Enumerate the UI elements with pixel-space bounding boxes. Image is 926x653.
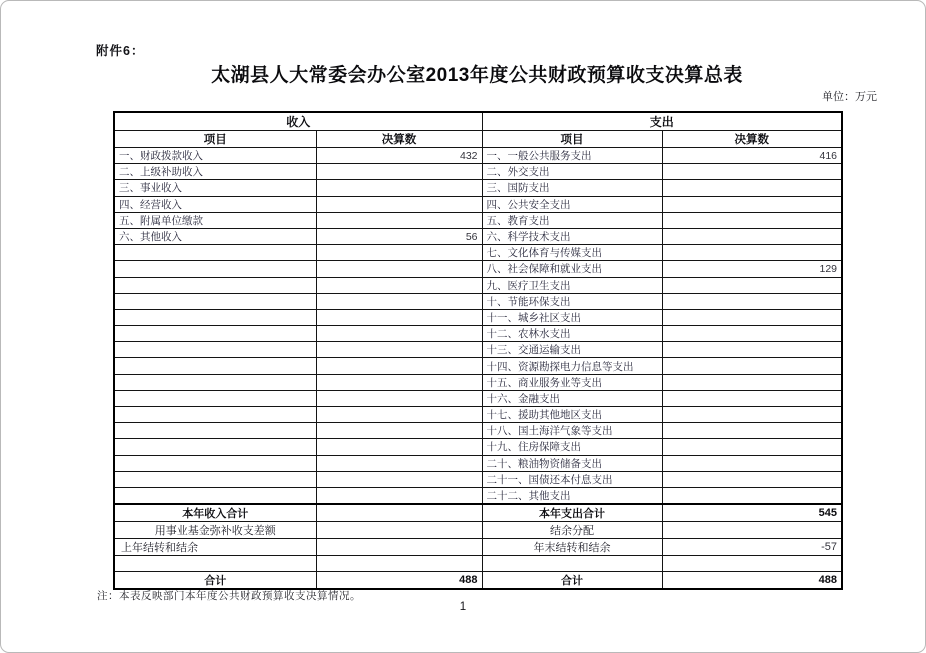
income-amount-cell	[316, 277, 482, 293]
expense-item-cell: 十一、城乡社区支出	[482, 309, 662, 325]
expense-amount-cell	[662, 423, 842, 439]
income-item-cell: 六、其他收入	[114, 228, 316, 244]
section-header-row	[114, 112, 842, 131]
table-row	[114, 390, 842, 406]
expense-item-cell: 五、教育支出	[482, 212, 662, 228]
expense-item-cell: 六、科学技术支出	[482, 228, 662, 244]
expense-amount-cell	[662, 277, 842, 293]
summary-row	[114, 521, 842, 538]
table-row	[114, 309, 842, 325]
income-item-cell	[114, 326, 316, 342]
table-row	[114, 471, 842, 487]
income-amount-cell	[316, 471, 482, 487]
income-amount-cell	[316, 261, 482, 277]
income-item-cell	[114, 390, 316, 406]
expense-amount-cell	[662, 439, 842, 455]
budget-table	[113, 111, 843, 590]
income-amount-cell	[316, 423, 482, 439]
table-row	[114, 245, 842, 261]
income-amount-cell	[316, 358, 482, 374]
expense-item-cell: 十二、农林水支出	[482, 326, 662, 342]
income-amount-cell	[316, 487, 482, 504]
table-row	[114, 326, 842, 342]
expense-item-cell: 二十、粮油物资储备支出	[482, 455, 662, 471]
summary-row	[114, 555, 842, 572]
income-item-cell: 五、附属单位缴款	[114, 212, 316, 228]
income-item-cell: 三、事业收入	[114, 180, 316, 196]
table-row	[114, 196, 842, 212]
expense-amount-cell	[662, 471, 842, 487]
table-row	[114, 358, 842, 374]
income-item-cell	[114, 439, 316, 455]
table-row	[114, 487, 842, 504]
summary-expense-label-cell: 本年支出合计	[482, 504, 662, 522]
income-item-cell	[114, 309, 316, 325]
expense-item-cell: 十、节能环保支出	[482, 293, 662, 309]
expense-amount-cell: 416	[662, 148, 842, 164]
expense-section-header: 支出	[482, 112, 842, 131]
summary-expense-amount-cell	[662, 555, 842, 572]
attachment-label: 附件6：	[96, 44, 145, 58]
income-amount-cell	[316, 439, 482, 455]
table-row	[114, 228, 842, 244]
expense-amount-column-header: 决算数	[662, 131, 842, 148]
income-amount-cell	[316, 390, 482, 406]
income-item-cell	[114, 471, 316, 487]
income-amount-cell	[316, 309, 482, 325]
expense-item-cell: 二十一、国债还本付息支出	[482, 471, 662, 487]
column-header-row	[114, 131, 842, 148]
footnote: 注：本表反映部门本年度公共财政预算收支决算情况。	[97, 590, 361, 602]
table-row	[114, 374, 842, 390]
table-row	[114, 180, 842, 196]
income-item-cell	[114, 374, 316, 390]
summary-expense-amount-cell: -57	[662, 538, 842, 555]
summary-income-amount-cell	[316, 538, 482, 555]
income-item-cell	[114, 261, 316, 277]
expense-amount-cell	[662, 390, 842, 406]
expense-item-cell: 八、社会保障和就业支出	[482, 261, 662, 277]
table-row	[114, 342, 842, 358]
income-amount-cell	[316, 245, 482, 261]
income-item-cell: 四、经营收入	[114, 196, 316, 212]
income-amount-cell	[316, 293, 482, 309]
expense-amount-cell: 129	[662, 261, 842, 277]
expense-item-cell: 十四、资源勘探电力信息等支出	[482, 358, 662, 374]
expense-item-cell: 十五、商业服务业等支出	[482, 374, 662, 390]
expense-item-cell: 十七、援助其他地区支出	[482, 407, 662, 423]
summary-income-amount-cell: 488	[316, 572, 482, 590]
unit-label: 单位：万元	[822, 91, 877, 103]
income-amount-cell	[316, 374, 482, 390]
table-row	[114, 148, 842, 164]
expense-item-cell: 二、外交支出	[482, 164, 662, 180]
summary-expense-amount-cell: 545	[662, 504, 842, 522]
summary-income-label-cell: 合计	[114, 572, 316, 590]
expense-amount-cell	[662, 228, 842, 244]
summary-income-amount-cell	[316, 521, 482, 538]
page-title: 太湖县人大常委会办公室2013年度公共财政预算收支决算总表	[211, 65, 743, 86]
income-amount-cell	[316, 164, 482, 180]
income-item-cell	[114, 487, 316, 504]
income-item-cell	[114, 245, 316, 261]
page-number: 1	[459, 601, 467, 613]
table-row	[114, 212, 842, 228]
table-row	[114, 261, 842, 277]
expense-amount-cell	[662, 342, 842, 358]
income-amount-cell	[316, 455, 482, 471]
expense-item-cell: 十六、金融支出	[482, 390, 662, 406]
income-amount-cell	[316, 196, 482, 212]
income-amount-cell	[316, 180, 482, 196]
summary-income-label-cell	[114, 555, 316, 572]
expense-amount-cell	[662, 293, 842, 309]
summary-row	[114, 572, 842, 590]
table-row	[114, 439, 842, 455]
expense-amount-cell	[662, 212, 842, 228]
summary-income-label-cell: 用事业基金弥补收支差额	[114, 521, 316, 538]
expense-item-cell: 十九、住房保障支出	[482, 439, 662, 455]
expense-amount-cell	[662, 180, 842, 196]
expense-item-cell: 七、文化体育与传媒支出	[482, 245, 662, 261]
summary-income-amount-cell	[316, 555, 482, 572]
table-row	[114, 164, 842, 180]
summary-income-amount-cell	[316, 504, 482, 522]
income-item-cell: 一、财政拨款收入	[114, 148, 316, 164]
summary-expense-label-cell	[482, 555, 662, 572]
expense-amount-cell	[662, 164, 842, 180]
expense-item-cell: 十八、国土海洋气象等支出	[482, 423, 662, 439]
table-row	[114, 455, 842, 471]
income-item-cell: 二、上级补助收入	[114, 164, 316, 180]
expense-amount-cell	[662, 407, 842, 423]
expense-item-column-header: 项目	[482, 131, 662, 148]
table-row	[114, 423, 842, 439]
summary-income-label-cell: 本年收入合计	[114, 504, 316, 522]
expense-amount-cell	[662, 309, 842, 325]
income-amount-cell: 432	[316, 148, 482, 164]
income-item-cell	[114, 423, 316, 439]
summary-expense-label-cell: 年末结转和结余	[482, 538, 662, 555]
expense-item-cell: 十三、交通运输支出	[482, 342, 662, 358]
summary-expense-label-cell: 合计	[482, 572, 662, 590]
table-row	[114, 407, 842, 423]
summary-income-label-cell: 上年结转和结余	[114, 538, 316, 555]
income-amount-cell	[316, 326, 482, 342]
expense-item-cell: 一、一般公共服务支出	[482, 148, 662, 164]
expense-amount-cell	[662, 455, 842, 471]
income-item-cell	[114, 342, 316, 358]
summary-expense-label-cell: 结余分配	[482, 521, 662, 538]
income-item-cell	[114, 293, 316, 309]
expense-item-cell: 三、国防支出	[482, 180, 662, 196]
expense-amount-cell	[662, 487, 842, 504]
expense-amount-cell	[662, 196, 842, 212]
expense-item-cell: 九、医疗卫生支出	[482, 277, 662, 293]
table-row	[114, 293, 842, 309]
expense-amount-cell	[662, 358, 842, 374]
income-item-cell	[114, 407, 316, 423]
income-item-cell	[114, 455, 316, 471]
expense-item-cell: 四、公共安全支出	[482, 196, 662, 212]
table-body	[114, 148, 842, 504]
expense-amount-cell	[662, 326, 842, 342]
income-amount-cell	[316, 342, 482, 358]
expense-amount-cell	[662, 245, 842, 261]
summary-row	[114, 504, 842, 522]
expense-amount-cell	[662, 374, 842, 390]
summary-expense-amount-cell: 488	[662, 572, 842, 590]
table-row	[114, 277, 842, 293]
income-item-column-header: 项目	[114, 131, 316, 148]
table-summary	[114, 504, 842, 590]
income-amount-cell: 56	[316, 228, 482, 244]
income-amount-column-header: 决算数	[316, 131, 482, 148]
summary-expense-amount-cell	[662, 521, 842, 538]
income-section-header: 收入	[114, 112, 482, 131]
summary-row	[114, 538, 842, 555]
income-item-cell	[114, 358, 316, 374]
income-item-cell	[114, 277, 316, 293]
expense-item-cell: 二十二、其他支出	[482, 487, 662, 504]
income-amount-cell	[316, 212, 482, 228]
income-amount-cell	[316, 407, 482, 423]
